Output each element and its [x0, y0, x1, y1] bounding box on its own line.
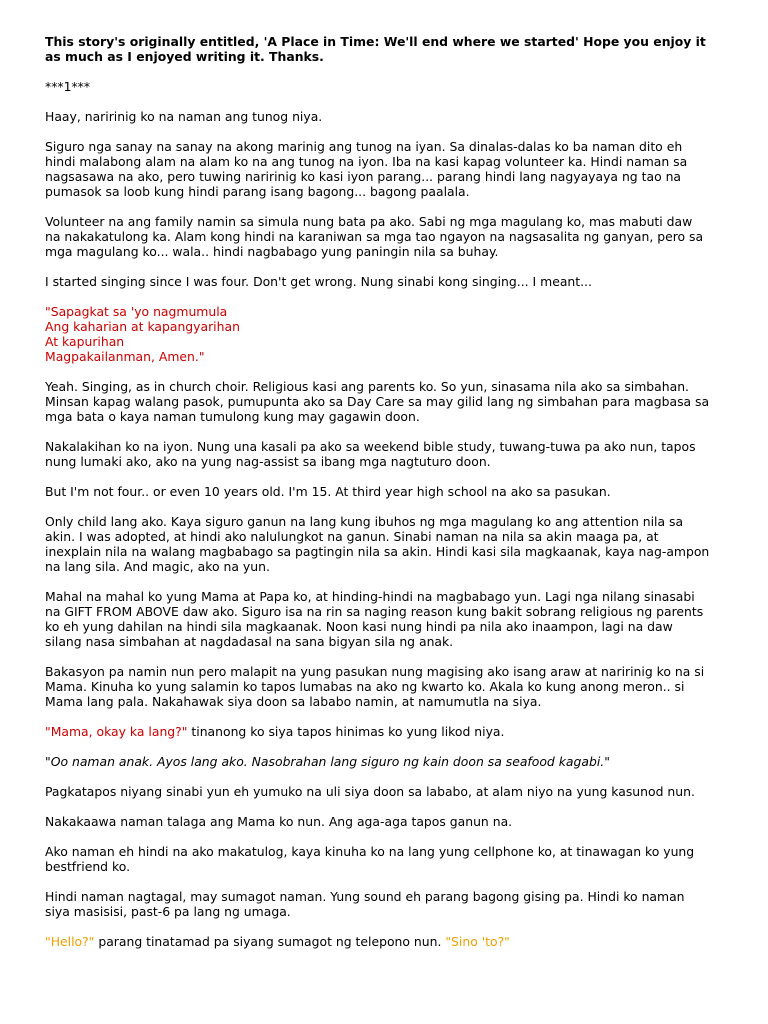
text-line: mga magulang ko... wala.. hindi nagbabago yung paningin nila sa buhay.	[45, 244, 499, 259]
paragraph	[45, 889, 730, 919]
paragraph	[45, 814, 730, 829]
lyric-line: Ang kaharian at kapangyarihan	[45, 319, 240, 334]
text-line: silang nasa simbahan at nagdadasal na sana bigyan sila ng anak.	[45, 634, 454, 649]
lyric-line: Magpakailanman, Amen."	[45, 349, 205, 364]
text-line: But I'm not four.. or even 10 years old. I'm 15. At third year high school na ako sa pasukan.	[45, 484, 611, 499]
dialogue-reply	[45, 754, 730, 769]
text-line: Volunteer na ang family namin sa simula nung bata pa ako. Sabi ng mga magulang ko, mas mabuti daw	[45, 214, 693, 229]
lyric-line: At kapurihan	[45, 334, 125, 349]
story-page	[45, 34, 730, 964]
text-line: ko eh yung dahilan na hindi sila magkaanak. Noon kasi nung hindi pa nila ako inaampon, lagi na daw	[45, 619, 673, 634]
paragraph	[45, 379, 730, 424]
text-line: Pagkatapos niyang sinabi yun eh yumuko na uli siya doon sa lababo, at alam niyo na yung kasunod nun.	[45, 784, 695, 799]
text-line: na lang sila. And magic, ako na yun.	[45, 559, 270, 574]
text-line: Siguro nga sanay na sanay na akong marinig ang tunog na iyan. Sa dinalas-dalas ko ba naman dito eh	[45, 139, 683, 154]
text-line: Ako naman eh hindi na ako makatulog, kaya kinuha ko na lang yung cellphone ko, at tinawagan ko yung	[45, 844, 695, 859]
text-line: Only child lang ako. Kaya siguro ganun na lang kung ibuhos ng mga magulang ko ang attention nila sa	[45, 514, 684, 529]
text-line: hindi malabong alam na alam ko na ang tunog na iyon. Iba na kasi kapag volunteer ka. Hindi naman sa	[45, 154, 688, 169]
text-line: I started singing since I was four. Don't get wrong. Nung sinabi kong singing... I meant...	[45, 274, 592, 289]
text-line: Mama. Kinuha ko yung salamin ko tapos lumabas na ako ng kwarto ko. Akala ko kung anong meron.. si	[45, 679, 685, 694]
text-line: Bakasyon pa namin nun pero malapit na yung pasukan nung magising ako isang araw at naririnig ko na si	[45, 664, 705, 679]
dialogue-quote: "Sino 'to?"	[445, 934, 510, 949]
paragraph	[45, 844, 730, 874]
narration-text: tinanong ko siya tapos hinimas ko yung likod niya.	[187, 724, 505, 739]
text-line: na GIFT FROM ABOVE daw ako. Siguro isa na rin sa naging reason kung bakit sobrang religious ng parents	[45, 604, 704, 619]
intro-line: This story's originally entitled, 'A Place in Time: We'll end where we started' Hope you enjoy it	[45, 34, 706, 49]
text-line: Mama lang pala. Nakahawak siya doon sa lababo namin, at namumutla na siya.	[45, 694, 542, 709]
dialogue-quote: "Hello?"	[45, 934, 95, 949]
text-line: na nakakatulong ka. Alam kong hindi na karaniwan sa mga tao ngayon na nagsasalita ng ganyan, pero sa	[45, 229, 704, 244]
text-line: Minsan kapag walang pasok, pumupunta ako sa Day Care sa may gilid lang ng simbahan para magbasa sa	[45, 394, 710, 409]
paragraph	[45, 214, 730, 259]
text-line: inexplain nila na walang magbabago sa pagtingin nila sa akin. Hindi kasi sila magkaanak, kaya nag-ampon	[45, 544, 710, 559]
text-line: Nakalakihan ko na iyon. Nung una kasali pa ako sa weekend bible study, tuwang-tuwa pa ako nun, tapos	[45, 439, 696, 454]
text-line: nagsasawa na ako, pero tuwing naririnig ko kasi iyon parang... parang hindi lang nagyayaya ng tao na	[45, 169, 682, 184]
dialogue-paragraph	[45, 724, 730, 739]
text-line: Mahal na mahal ko yung Mama at Papa ko, at hinding-hindi na magbabago yun. Lagi nga nilang sinasabi	[45, 589, 695, 604]
song-lyrics	[45, 304, 730, 364]
text-line: akin. I was adopted, at hindi ako nalulungkot na ganun. Sinabi naman na nila sa akin maaga pa, at	[45, 529, 659, 544]
text-line: bestfriend ko.	[45, 859, 131, 874]
paragraph	[45, 514, 730, 574]
text-line: Hindi naman nagtagal, may sumagot naman. Yung sound eh parang bagong gising pa. Hindi ko naman	[45, 889, 685, 904]
text-line: Yeah. Singing, as in church choir. Religious kasi ang parents ko. So yun, sinasama nila ako sa simbahan.	[45, 379, 689, 394]
narration-text: parang tinatamad pa siyang sumagot ng telepono nun.	[94, 934, 446, 949]
text-line: mga bata o kaya naman tumulong kung may gagawin doon.	[45, 409, 420, 424]
text-line: nung lumaki ako, ako na yung nag-assist sa ibang mga nagtuturo doon.	[45, 454, 491, 469]
paragraph	[45, 589, 730, 649]
paragraph	[45, 784, 730, 799]
lyric-line: "Sapagkat sa 'yo nagmumula	[45, 304, 228, 319]
intro-note	[45, 34, 730, 64]
paragraph	[45, 664, 730, 709]
chapter-marker: ***1***	[45, 79, 91, 94]
paragraph	[45, 109, 730, 124]
intro-line: as much as I enjoyed writing it. Thanks.	[45, 49, 324, 64]
text-line: siya masisisi, past-6 pa lang ng umaga.	[45, 904, 291, 919]
text-line: Haay, naririnig ko na naman ang tunog niya.	[45, 109, 323, 124]
text-line: Nakakaawa naman talaga ang Mama ko nun. Ang aga-aga tapos ganun na.	[45, 814, 513, 829]
text-line: pumasok sa loob kung hindi parang isang bagong... bagong paalala.	[45, 184, 470, 199]
paragraph	[45, 139, 730, 199]
dialogue-paragraph	[45, 934, 730, 949]
dialogue-quote: "Mama, okay ka lang?"	[45, 724, 188, 739]
paragraph	[45, 484, 730, 499]
text-line: "Oo naman anak. Ayos lang ako. Nasobrahan lang siguro ng kain doon sa seafood kagabi."	[45, 754, 610, 769]
paragraph	[45, 274, 730, 289]
paragraph	[45, 439, 730, 469]
